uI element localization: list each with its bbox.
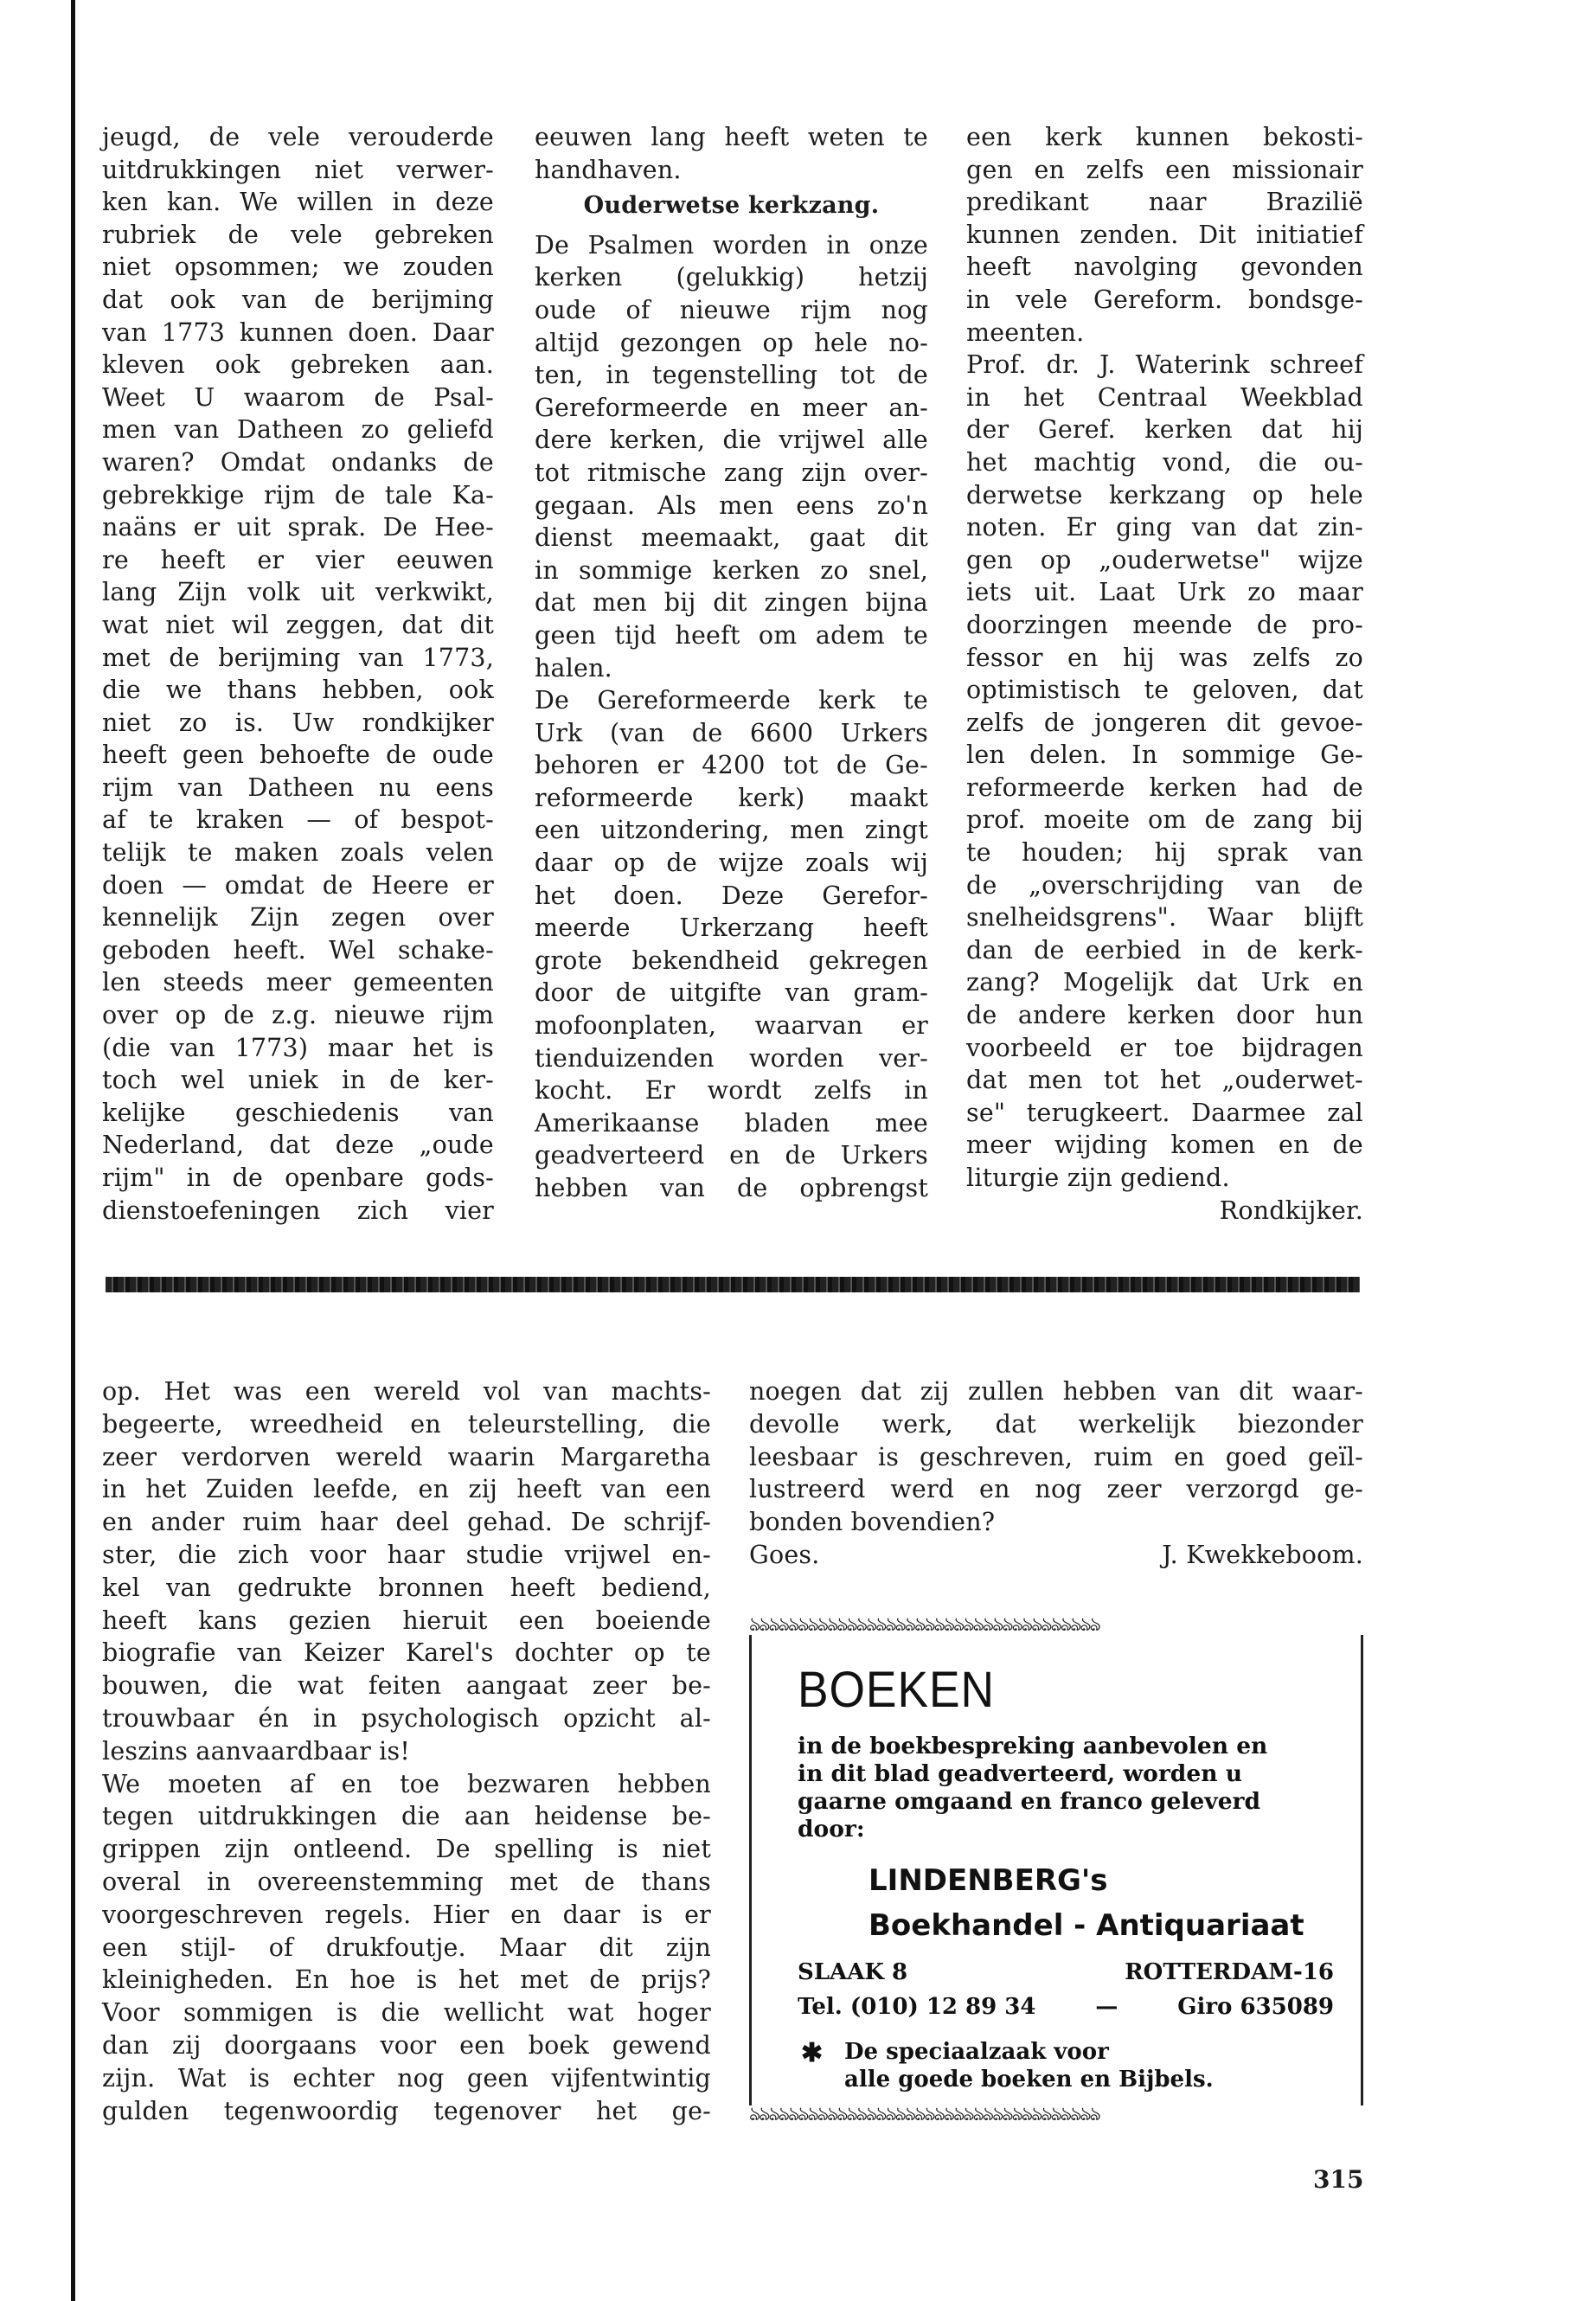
text-line: prof. moeite om de zang bij xyxy=(966,805,1363,835)
slogan-line-1: De speciaalzaak voor xyxy=(844,2039,1109,2065)
ad-border-left xyxy=(749,1635,752,2106)
address-street: SLAAK 8 xyxy=(798,1959,908,1985)
text-line: lang Zijn volk uit verkwikt, xyxy=(102,578,494,607)
phone-number: Tel. (010) 12 89 34 xyxy=(798,1994,1036,2020)
text-line: van 1773 kunnen doen. Daar xyxy=(102,317,494,347)
text-line: het machtig vond, die ou- xyxy=(966,447,1363,477)
dash-separator: — xyxy=(1095,1994,1118,2020)
text-line: len steeds meer gemeenten xyxy=(102,968,494,997)
text-line: fessor en hij was zelfs zo xyxy=(966,643,1363,672)
text-line: grote bekendheid gekregen xyxy=(535,945,928,975)
text-line: bonden bovendien? xyxy=(749,1508,996,1537)
text-line: waren? Omdat ondanks de xyxy=(102,447,494,477)
text-line: zeer verdorven wereld waarin Margaretha xyxy=(102,1442,711,1471)
text-line: gulden tegenwoordig tegenover het ge- xyxy=(102,2096,711,2125)
text-line: jeugd, de vele verouderde xyxy=(102,123,494,151)
text-line: Voor sommigen is die wellicht wat hoger xyxy=(102,1998,711,2028)
text-line: rijm van Datheen nu eens xyxy=(102,772,494,802)
text-line: We moeten af en toe bezwaren hebben xyxy=(102,1769,711,1798)
text-line: ster, die zich voor haar studie vrijwel en- xyxy=(102,1540,711,1569)
text-line: zang? Mogelijk dat Urk en xyxy=(966,968,1363,997)
address-city: ROTTERDAM-16 xyxy=(1125,1959,1334,1985)
text-line: reformeerde kerk) maakt xyxy=(535,783,928,812)
text-line: rijm" in de openbare gods- xyxy=(102,1163,494,1192)
text-line: bouwen, die wat feiten aangaat zeer be- xyxy=(102,1671,711,1701)
text-line: lustreerd werd en nog zeer verzorgd ge- xyxy=(749,1475,1363,1504)
text-line: kunnen zenden. Dit initiatief xyxy=(966,220,1363,249)
text-line: De Gereformeerde kerk te xyxy=(535,686,928,715)
text-line: niet zo is. Uw rondkijker xyxy=(102,708,494,737)
text-line: zijn. Wat is echter nog geen vijfentwintig xyxy=(102,2063,711,2093)
ad-title: BOEKEN xyxy=(798,1662,995,1718)
column-right-top xyxy=(966,121,1363,1227)
text-line: reformeerde kerken had de xyxy=(966,772,1363,802)
ad-body-line: gaarne omgaand en franco geleverd xyxy=(798,1788,1261,1815)
text-line: gebrekkige rijm de tale Ka- xyxy=(102,480,494,510)
ad-body-text xyxy=(798,1733,1334,1843)
signature-rondkijker: Rondkijker. xyxy=(1219,1195,1363,1225)
text-line: te houden; hij sprak van xyxy=(966,838,1363,868)
bookshop-advertisement xyxy=(749,1616,1363,2131)
text-line: geen tijd heeft om adem te xyxy=(535,620,928,650)
text-line: Amerikaanse bladen mee xyxy=(535,1108,928,1138)
section-heading-ouderwetse-kerkzang: Ouderwetse kerkzang. xyxy=(583,192,880,220)
text-line: voorgeschreven regels. Hier en daar is er xyxy=(102,1900,711,1929)
text-line: snelheidsgrens". Waar blijft xyxy=(966,903,1363,933)
text-line: kleinigheden. En hoe is het met de prijs? xyxy=(102,1965,711,1995)
text-line: leesbaar is geschreven, ruim en goed geïl- xyxy=(749,1442,1363,1471)
text-line: ken kan. We willen in deze xyxy=(102,188,494,217)
text-line: oude of nieuwe rijm nog xyxy=(535,295,928,324)
text-line: kennelijk Zijn zegen over xyxy=(102,903,494,933)
ad-body-line: in de boekbespreking aanbevolen en xyxy=(798,1733,1268,1759)
text-line: begeerte, wreedheid en teleurstelling, die xyxy=(102,1409,711,1439)
text-line: tegen uitdrukkingen die aan heidense be- xyxy=(102,1802,711,1831)
text-line: wat niet wil zeggen, dat dit xyxy=(102,610,494,639)
text-line: voorbeeld er toe bijdragen xyxy=(966,1033,1363,1062)
giro-number: Giro 635089 xyxy=(1177,1994,1334,2020)
text-line: Nederland, dat deze „oude xyxy=(102,1131,494,1160)
text-line: de „overschrijding van de xyxy=(966,870,1363,900)
text-line: kocht. Er wordt zelfs in xyxy=(535,1076,928,1106)
text-line: af te kraken — of bespot- xyxy=(102,805,494,835)
page-number: 315 xyxy=(1313,2165,1364,2194)
text-line: meer wijding komen en de xyxy=(966,1131,1363,1160)
text-line: (die van 1773) maar het is xyxy=(102,1033,494,1062)
text-line: kel van gedrukte bronnen heeft bediend, xyxy=(102,1573,711,1602)
shop-name: LINDENBERG's xyxy=(869,1863,1108,1898)
text-line: gen en zelfs een missionair xyxy=(966,155,1363,184)
text-line: noegen dat zij zullen hebben van dit waar- xyxy=(749,1377,1363,1406)
text-line: op. Het was een wereld vol van machts- xyxy=(102,1377,711,1406)
text-line: eeuwen lang heeft weten te xyxy=(535,123,928,151)
section-separator-rule xyxy=(106,1277,1360,1292)
text-line: mofoonplaten, waarvan er xyxy=(535,1011,928,1041)
text-line: toch wel uniek in de ker- xyxy=(102,1066,494,1095)
text-line: met de berijming van 1773, xyxy=(102,643,494,672)
text-line: ten, in tegenstelling tot de xyxy=(535,361,928,390)
text-line: naäns er uit sprak. De Hee- xyxy=(102,513,494,542)
text-line: grippen zijn ontleend. De spelling is niet xyxy=(102,1835,711,1864)
text-line: heeft kans gezien hieruit een boeiende xyxy=(102,1606,711,1635)
text-line: dere kerken, die vrijwel alle xyxy=(535,426,928,455)
text-line: Weet U waarom de Psal- xyxy=(102,382,494,412)
text-line: geboden heeft. Wel schake- xyxy=(102,935,494,965)
review-signature-row xyxy=(749,1539,1363,1572)
text-line: devolle werk, dat werkelijk biezonder xyxy=(749,1409,1363,1439)
text-line: dienstoefeningen zich vier xyxy=(102,1195,494,1225)
text-line: meerde Urkerzang heeft xyxy=(535,913,928,943)
paragraph-noegen xyxy=(749,1375,1363,1539)
text-line: een kerk kunnen bekosti- xyxy=(966,123,1363,151)
text-line: zelfs de jongeren dit gevoe- xyxy=(966,708,1363,737)
ad-border-top: ঌঌঌঌঌঌঌঌঌঌঌঌঌঌঌঌঌঌঌঌঌঌঌঌঌঌঌঌঌঌঌঌঌঌঌঌ xyxy=(749,1616,1099,1635)
text-line: predikant naar Brazilië xyxy=(966,188,1363,217)
text-line: dat men bij dit zingen bijna xyxy=(535,588,928,618)
text-line: over op de z.g. nieuwe rijm xyxy=(102,1001,494,1030)
text-line: gegaan. Als men eens zo'n xyxy=(535,490,928,520)
text-line: se" terugkeert. Daarmee zal xyxy=(966,1098,1363,1127)
column-middle-top xyxy=(535,121,928,1205)
text-line: leszins aanvaardbaar is! xyxy=(102,1736,410,1766)
text-line: re heeft er vier eeuwen xyxy=(102,545,494,574)
text-line: in vele Gereform. bondsge- xyxy=(966,285,1363,314)
text-line: rubriek de vele gebreken xyxy=(102,220,494,249)
paragraph-bezwaren xyxy=(102,1768,711,2128)
ad-border-right xyxy=(1361,1635,1363,2106)
text-line: gen op „ouderwetse" wijze xyxy=(966,545,1363,574)
text-line: liturgie zijn gediend. xyxy=(966,1163,1230,1192)
text-line: trouwbaar én in psychologisch opzicht al- xyxy=(102,1703,711,1733)
paragraph-psalmen xyxy=(535,229,928,684)
text-line: heeft geen behoefte de oude xyxy=(102,740,494,770)
paragraph-margaretha xyxy=(102,1375,711,1768)
text-line: behoren er 4200 tot de Ge- xyxy=(535,751,928,780)
text-line: hebben van de opbrengst xyxy=(535,1174,928,1202)
ad-border-bottom: ঌঌঌঌঌঌঌঌঌঌঌঌঌঌঌঌঌঌঌঌঌঌঌঌঌঌঌঌঌঌঌঌঌঌঌঌ xyxy=(749,2106,1099,2125)
text-line: len delen. In sommige Ge- xyxy=(966,740,1363,770)
text-line: kleven ook gebreken aan. xyxy=(102,350,494,380)
text-line: Prof. dr. J. Waterink schreef xyxy=(966,350,1363,380)
text-line: kelijke geschiedenis van xyxy=(102,1098,494,1127)
text-line: handhaven. xyxy=(535,155,682,184)
text-line: altijd gezongen op hele no- xyxy=(535,328,928,357)
shop-type: Boekhandel - Antiquariaat xyxy=(869,1908,1304,1943)
ad-slogan xyxy=(801,2038,1214,2093)
slogan-line-2: alle goede boeken en Bijbels. xyxy=(844,2067,1214,2093)
text-line: de andere kerken door hun xyxy=(966,1001,1363,1030)
text-line: dat men tot het „ouderwet- xyxy=(966,1066,1363,1095)
text-line: halen. xyxy=(535,653,612,683)
text-line: overal in overeenstemming met de thans xyxy=(102,1867,711,1896)
text-line: uitdrukkingen niet verwer- xyxy=(102,155,494,184)
paragraph-waterink xyxy=(966,349,1363,1194)
page-binding-edge xyxy=(71,0,75,2301)
text-line: geadverteerd en de Urkers xyxy=(535,1141,928,1170)
text-line: dat ook van de berijming xyxy=(102,285,494,314)
text-line: optimistisch te geloven, dat xyxy=(966,676,1363,705)
text-line: derwetse kerkzang op hele xyxy=(966,480,1363,510)
column-right-bottom xyxy=(749,1375,1363,1572)
text-line: noten. Er ging van dat zin- xyxy=(966,513,1363,542)
text-line: kerken (gelukkig) hetzij xyxy=(535,263,928,292)
star-icon: ✱ xyxy=(801,2038,824,2068)
author-kwekkeboom: J. Kwekkeboom. xyxy=(1162,1540,1363,1569)
text-line: in sommige kerken zo snel, xyxy=(535,555,928,585)
text-line: daar op de wijze zoals wij xyxy=(535,849,928,878)
text-line: tienduizenden worden ver- xyxy=(535,1043,928,1073)
text-line: De Psalmen worden in onze xyxy=(535,230,928,260)
ad-body-line: in dit blad geadverteerd, worden u xyxy=(798,1760,1242,1787)
text-line: dan zij doorgaans voor een boek gewend xyxy=(102,2030,711,2060)
text-line: door de uitgifte van gram- xyxy=(535,978,928,1008)
text-line: telijk te maken zoals velen xyxy=(102,838,494,868)
text-line: een stijl- of drukfoutje. Maar dit zijn xyxy=(102,1932,711,1962)
text-line: men van Datheen zo geliefd xyxy=(102,415,494,445)
text-line: in het Zuiden leefde, en zij heeft van een xyxy=(102,1475,711,1504)
ad-body-line: door: xyxy=(798,1816,865,1843)
text-line: het doen. Deze Gerefor- xyxy=(535,881,928,910)
column-left-top xyxy=(102,121,494,1227)
text-line: iets uit. Laat Urk zo maar xyxy=(966,578,1363,607)
text-line: in het Centraal Weekblad xyxy=(966,382,1363,412)
text-line: dienst meemaakt, gaat dit xyxy=(535,523,928,553)
ad-shop-block xyxy=(869,1858,1304,1948)
text-line: Urk (van de 6600 Urkers xyxy=(535,718,928,747)
intro-paragraph xyxy=(535,121,928,186)
text-line: heeft navolging gevonden xyxy=(966,253,1363,282)
text-line: der Geref. kerken dat hij xyxy=(966,415,1363,445)
text-line: doorzingen meende de pro- xyxy=(966,610,1363,639)
text-line: die we thans hebben, ook xyxy=(102,676,494,705)
text-line: meenten. xyxy=(966,317,1085,347)
paragraph-kerk-bekostigen xyxy=(966,121,1363,349)
text-line: niet opsommen; we zouden xyxy=(102,253,494,282)
paragraph-urk xyxy=(535,684,928,1205)
text-line: en ander ruim haar deel gehad. De schrijf- xyxy=(102,1508,711,1537)
text-line: doen — omdat de Heere er xyxy=(102,870,494,900)
text-line: biografie van Keizer Karel's dochter op te xyxy=(102,1638,711,1668)
place-goes: Goes. xyxy=(749,1540,820,1569)
text-line: dan de eerbied in de kerk- xyxy=(966,935,1363,965)
ad-address-block xyxy=(798,1955,1334,2024)
text-line: tot ritmische zang zijn over- xyxy=(535,458,928,487)
text-line: een uitzondering, men zingt xyxy=(535,816,928,845)
text-line: Gereformeerde en meer an- xyxy=(535,393,928,422)
column-left-bottom xyxy=(102,1375,711,2127)
